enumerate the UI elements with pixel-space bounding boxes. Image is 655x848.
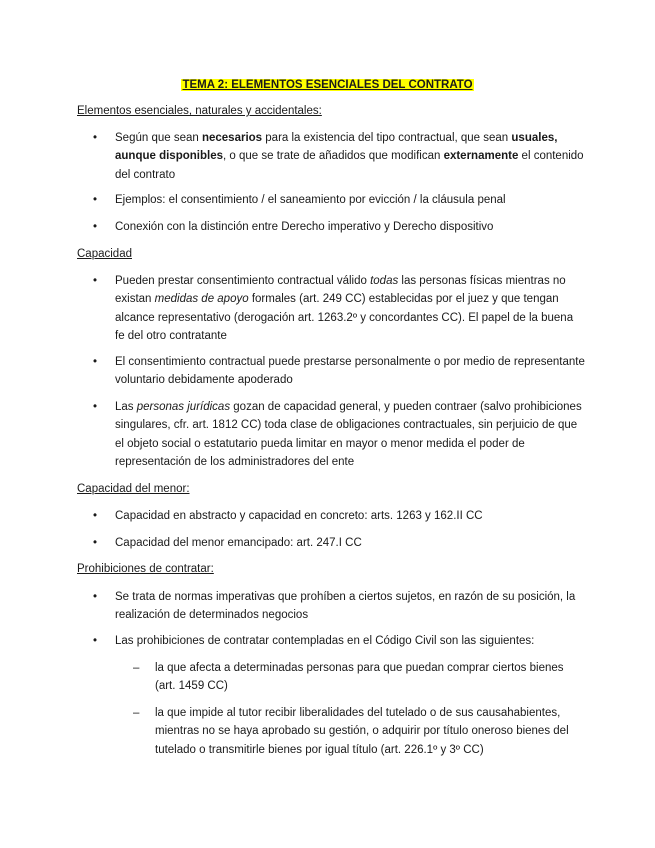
bullet-icon: • (93, 356, 98, 368)
paragraph-menor-1: Capacidad en abstracto y capacidad en concreto: arts. 1263 y 162.II CC (115, 510, 483, 522)
dash-icon: – (133, 707, 140, 719)
bullet-icon: • (93, 635, 98, 647)
bullet-icon: • (93, 275, 98, 287)
bullet-icon: • (93, 537, 98, 549)
bullet-icon: • (93, 591, 98, 603)
paragraph-capacidad-1: Pueden prestar consentimiento contractual válido todas las personas físicas mientras no existan medidas de apoyo formales (art. 249 CC) establecidas por el juez y que tengan alcance representativo (derogación art. 1263.2º y concordantes CC). El papel de la buena fe del otro contratante (115, 275, 574, 342)
paragraph-elementos-1: Según que sean necesarios para la existencia del tipo contractual, que sean usuales, aunque disponibles, o que se trate de añadidos que modifican externamente el contenido del contrato (115, 132, 584, 181)
subparagraph-prohibiciones-2: la que impide al tutor recibir liberalidades del tutelado o de sus causahabientes, mientras no se haya aprobado su gestión, o adquirir por título oneroso bienes del tutelado o transmitirle bienes por igual título (art. 226.1º y 3º CC) (155, 707, 569, 756)
paragraph-capacidad-3: Las personas jurídicas gozan de capacidad general, y pueden contraer (salvo prohibiciones singulares, cfr. art. 1812 CC) toda clase de obligaciones contractuales, sin perjuicio de que el objeto social o estatutario pueda limitar en mayor o menor medida el poder de representación de los administradores del ente (115, 401, 582, 468)
dash-icon: – (133, 662, 140, 674)
heading-elementos: Elementos esenciales, naturales y accidentales: (77, 105, 322, 117)
paragraph-elementos-3: Conexión con la distinción entre Derecho imperativo y Derecho dispositivo (115, 221, 494, 233)
bullet-icon: • (93, 401, 98, 413)
paragraph-elementos-2: Ejemplos: el consentimiento / el saneamiento por evicción / la cláusula penal (115, 194, 506, 206)
subparagraph-prohibiciones-1: la que afecta a determinadas personas para que puedan comprar ciertos bienes (art. 1459 CC) (155, 662, 564, 693)
heading-capacidad: Capacidad (77, 248, 132, 260)
bullet-icon: • (93, 194, 98, 206)
paragraph-capacidad-2: El consentimiento contractual puede prestarse personalmente o por medio de representante voluntario debidamente apoderado (115, 356, 585, 387)
paragraph-prohibiciones-1: Se trata de normas imperativas que prohíben a ciertos sujetos, en razón de su posición, la realización de determinados negocios (115, 591, 576, 622)
bullet-icon: • (93, 510, 98, 522)
paragraph-prohibiciones-2: Las prohibiciones de contratar contempladas en el Código Civil son las siguientes: (115, 635, 535, 647)
bullet-icon: • (93, 132, 98, 144)
paragraph-menor-2: Capacidad del menor emancipado: art. 247.I CC (115, 537, 362, 549)
bullet-icon: • (93, 221, 98, 233)
document-title: TEMA 2: ELEMENTOS ESENCIALES DEL CONTRATO (182, 79, 473, 91)
heading-prohibiciones: Prohibiciones de contratar: (77, 563, 214, 575)
heading-capacidad-menor: Capacidad del menor: (77, 483, 190, 495)
